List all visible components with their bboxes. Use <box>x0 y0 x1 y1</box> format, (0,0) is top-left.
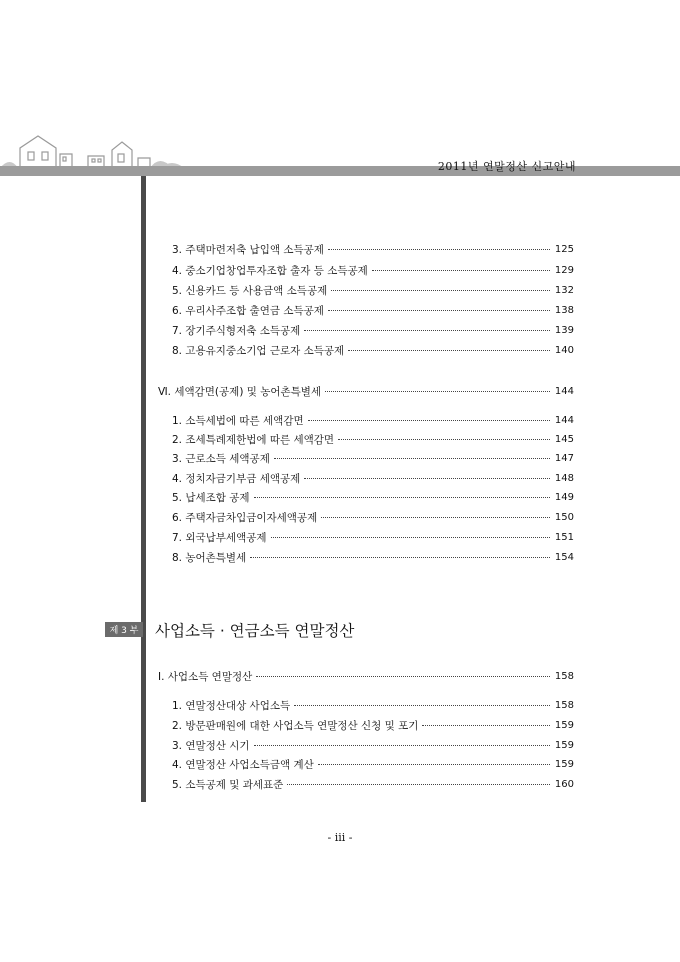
toc-entry[interactable] <box>172 322 574 338</box>
toc-entry-page: 144 <box>554 414 574 426</box>
toc-entry[interactable] <box>172 776 574 792</box>
leader-dots <box>254 744 550 746</box>
toc-entry[interactable] <box>172 262 574 278</box>
left-vertical-bar <box>141 176 146 802</box>
toc-entry-label: 3. 연말정산 시기 <box>172 739 250 752</box>
leader-dots <box>325 390 550 392</box>
leader-dots <box>287 783 550 785</box>
part-badge: 제 3 부 <box>105 622 143 637</box>
toc-section-page: 158 <box>554 670 574 682</box>
toc-entry-label: 3. 주택마련저축 납입액 소득공제 <box>172 243 324 256</box>
toc-entry-page: 139 <box>554 324 574 336</box>
toc-entry-label: 7. 외국납부세액공제 <box>172 531 267 544</box>
toc-entry-page: 159 <box>554 719 574 731</box>
leader-dots <box>422 724 550 726</box>
leader-dots <box>328 248 550 250</box>
page-number: - iii - <box>327 831 353 844</box>
toc-entry-label: 1. 연말정산대상 사업소득 <box>172 699 291 712</box>
toc-entry-label: 8. 농어촌특별세 <box>172 551 247 564</box>
toc-entry[interactable] <box>172 412 574 428</box>
leader-dots <box>271 536 551 538</box>
toc-entry[interactable] <box>172 431 574 447</box>
toc-entry-label: 2. 방문판매원에 대한 사업소득 연말정산 신청 및 포기 <box>172 719 419 732</box>
toc-entry-page: 140 <box>554 344 574 356</box>
leader-dots <box>348 349 550 351</box>
toc-entry-page: 154 <box>554 551 574 563</box>
toc-entry-label: 5. 신용카드 등 사용금액 소득공제 <box>172 284 328 297</box>
leader-dots <box>254 496 550 498</box>
leader-dots <box>304 477 550 479</box>
toc-entry-label: 7. 장기주식형저축 소득공제 <box>172 324 301 337</box>
toc-entry-page: 149 <box>554 491 574 503</box>
toc-entry-page: 147 <box>554 452 574 464</box>
part-title: 사업소득 · 연금소득 연말정산 <box>155 622 355 640</box>
toc-entry[interactable] <box>172 529 574 545</box>
toc-entry[interactable] <box>172 302 574 318</box>
leader-dots <box>331 289 550 291</box>
toc-entry-page: 150 <box>554 511 574 523</box>
leader-dots <box>274 457 550 459</box>
leader-dots <box>304 329 550 331</box>
leader-dots <box>318 763 550 765</box>
toc-entry-label: 8. 고용유지중소기업 근로자 소득공제 <box>172 344 345 357</box>
toc-entry[interactable] <box>172 282 574 298</box>
toc-entry-page: 159 <box>554 758 574 770</box>
header-title: 2011년 연말정산 신고안내 <box>437 160 576 173</box>
toc-entry[interactable] <box>172 509 574 525</box>
toc-entry-label: 4. 연말정산 사업소득금액 계산 <box>172 758 314 771</box>
toc-entry-page: 145 <box>554 433 574 445</box>
toc-entry-page: 125 <box>554 243 574 255</box>
toc-entry-label: 5. 납세조합 공제 <box>172 491 250 504</box>
toc-section-label: Ⅵ. 세액감면(공제) 및 농어촌특별세 <box>158 385 322 398</box>
toc-entry[interactable] <box>172 697 574 713</box>
toc-entry[interactable] <box>172 737 574 753</box>
toc-entry[interactable] <box>172 342 574 358</box>
toc-entry-label: 3. 근로소득 세액공제 <box>172 452 270 465</box>
toc-section-heading[interactable] <box>158 668 574 684</box>
leader-dots <box>308 419 550 421</box>
leader-dots <box>256 675 550 677</box>
leader-dots <box>328 309 550 311</box>
toc-section-label: Ⅰ. 사업소득 연말정산 <box>158 670 253 683</box>
toc-entry-page: 151 <box>554 531 574 543</box>
header-band <box>0 166 680 176</box>
toc-entry[interactable] <box>172 756 574 772</box>
toc-entry-label: 2. 조세특례제한법에 따른 세액감면 <box>172 433 335 446</box>
toc-section-page: 144 <box>554 385 574 397</box>
toc-entry-page: 159 <box>554 739 574 751</box>
toc-entry-page: 160 <box>554 778 574 790</box>
toc-entry-label: 5. 소득공제 및 과세표준 <box>172 778 284 791</box>
toc-entry[interactable] <box>172 450 574 466</box>
toc-section-heading[interactable] <box>158 383 574 399</box>
toc-entry-page: 138 <box>554 304 574 316</box>
leader-dots <box>338 438 550 440</box>
toc-entry[interactable] <box>172 717 574 733</box>
toc-entry-label: 6. 주택자금차입금이자세액공제 <box>172 511 318 524</box>
toc-entry-page: 129 <box>554 264 574 276</box>
toc-entry-page: 132 <box>554 284 574 296</box>
toc-entry-page: 158 <box>554 699 574 711</box>
toc-entry-page: 148 <box>554 472 574 484</box>
toc-entry-label: 4. 정치자금기부금 세액공제 <box>172 472 301 485</box>
toc-entry-label: 1. 소득세법에 따른 세액감면 <box>172 414 304 427</box>
toc-entry[interactable] <box>172 241 574 257</box>
leader-dots <box>294 704 550 706</box>
leader-dots <box>321 516 550 518</box>
leader-dots <box>250 556 550 558</box>
leader-dots <box>372 269 550 271</box>
toc-entry[interactable] <box>172 489 574 505</box>
toc-entry-label: 4. 중소기업창업투자조합 출자 등 소득공제 <box>172 264 368 277</box>
toc-entry[interactable] <box>172 470 574 486</box>
toc-entry[interactable] <box>172 549 574 565</box>
toc-entry-label: 6. 우리사주조합 출연금 소득공제 <box>172 304 324 317</box>
